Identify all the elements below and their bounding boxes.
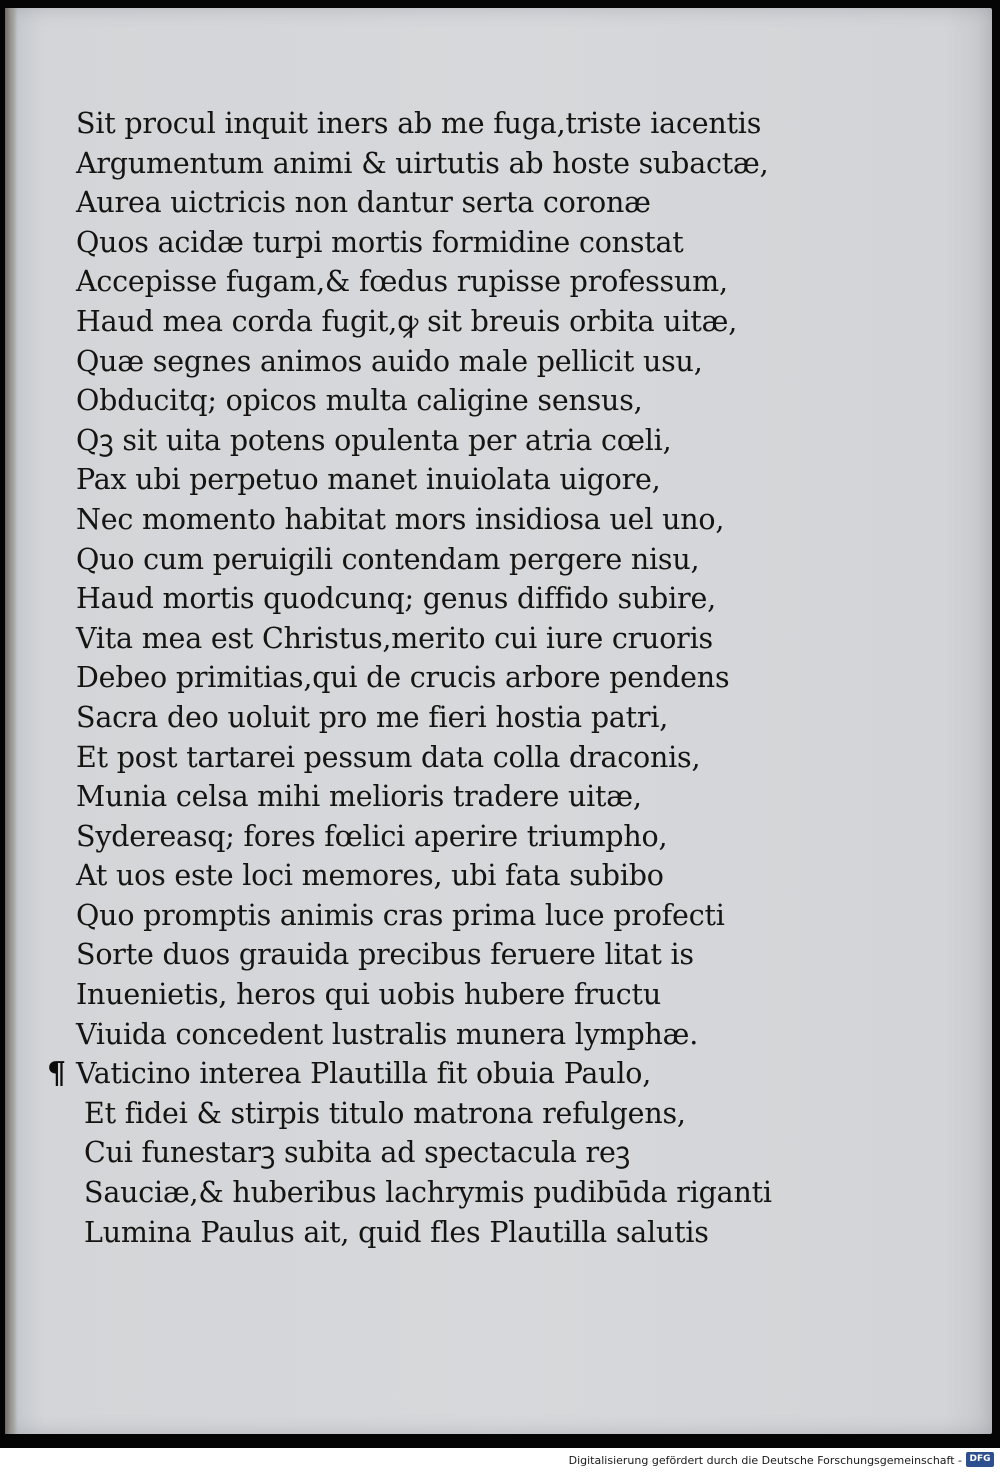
verse-line-19: Sydereasq; fores fœlici aperire triumpho,: [76, 819, 668, 853]
verse-line-25-paragraph-start: [47, 1054, 772, 1094]
verse-line-21: Quo promptis animis cras prima luce profecti: [76, 898, 725, 932]
verse-line-7: Quæ segnes animos auido male pellicit usu,: [76, 344, 703, 378]
verse-line-25-text: Vaticino interea Plautilla fit obuia Paulo,: [76, 1057, 652, 1091]
verse-line-20: At uos este loci memores, ubi fata subibo: [76, 859, 664, 893]
verse-line-14: Vita mea est Christus,merito cui iure cruoris: [76, 621, 713, 655]
verse-line-4: Quos acidæ turpi mortis formidine constat: [76, 225, 684, 259]
verse-line-6: Haud mea corda fugit,ꝙ sit breuis orbita uitæ,: [76, 304, 738, 338]
verse-line-11: Nec momento habitat mors insidiosa uel uno,: [76, 502, 725, 536]
verse-line-27: Cui funestarꝫ subita ad spectacula reꝫ: [84, 1136, 630, 1170]
verse-line-17: Et post tartarei pessum data colla draconis,: [76, 740, 701, 774]
verse-line-10: Pax ubi perpetuo manet inuiolata uigore,: [76, 463, 661, 497]
digitization-footer: [0, 1448, 1000, 1473]
verse-line-29: Lumina Paulus ait, quid fles Plautilla salutis: [84, 1215, 709, 1249]
verse-line-23: Inuenietis, heros qui uobis hubere fructu: [76, 978, 661, 1012]
dfg-logo-icon: DFG: [966, 1452, 994, 1467]
verse-line-12: Quo cum peruigili contendam pergere nisu,: [76, 542, 700, 576]
verse-line-16: Sacra deo uoluit pro me fieri hostia patri,: [76, 700, 669, 734]
verse-line-28: Sauciæ,& huberibus lachrymis pudibūda riganti: [84, 1176, 772, 1210]
verse-line-22: Sorte duos grauida precibus feruere litat is: [76, 938, 694, 972]
verse-line-8: Obducitq; opicos multa caligine sensus,: [76, 384, 643, 418]
verse-line-15: Debeo primitias,qui de crucis arbore pendens: [76, 661, 730, 695]
verse-text-block: [47, 104, 772, 1252]
verse-line-2: Argumentum animi & uirtutis ab hoste subactæ,: [76, 146, 769, 180]
pilcrow-mark: ¶: [47, 1056, 66, 1092]
verse-line-26: Et fidei & stirpis titulo matrona refulgens,: [84, 1096, 686, 1130]
verse-line-5: Accepisse fugam,& fœdus rupisse professum,: [76, 265, 728, 299]
verse-line-18: Munia celsa mihi melioris tradere uitæ,: [76, 780, 642, 814]
page-gutter-edge: [5, 8, 17, 1434]
verse-line-9: Qꝫ sit uita potens opulenta per atria cœli,: [76, 423, 672, 457]
book-page: [5, 8, 992, 1434]
funding-credit: Digitalisierung gefördert durch die Deutsche Forschungsgemeinschaft -: [568, 1454, 962, 1467]
verse-line-1: Sit procul inquit iners ab me fuga,triste iacentis: [76, 107, 762, 140]
verse-line-3: Aurea uictricis non dantur serta coronæ: [76, 186, 651, 220]
verse-line-24: Viuida concedent lustralis munera lymphæ.: [76, 1017, 699, 1051]
verse-line-13: Haud mortis quodcunq; genus diffido subire,: [76, 582, 716, 616]
